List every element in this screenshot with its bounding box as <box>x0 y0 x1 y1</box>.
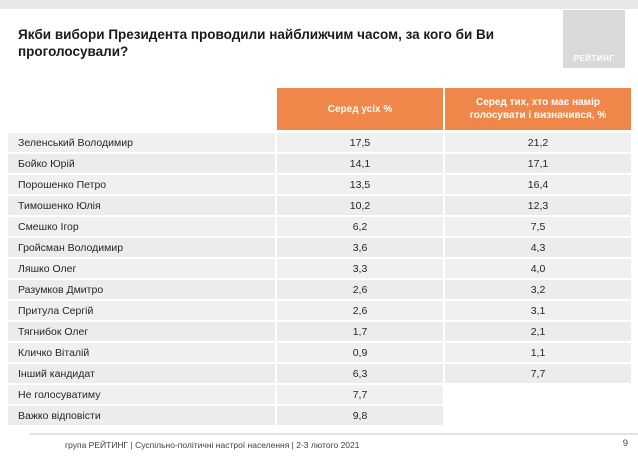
among-decided-value-cell: 4,3 <box>445 238 631 257</box>
among-all-value-cell: 0,9 <box>277 343 443 362</box>
candidate-name-cell: Гройсман Володимир <box>8 238 275 257</box>
among-decided-value-cell: 17,1 <box>445 154 631 173</box>
among-decided-value-cell: 4,0 <box>445 259 631 278</box>
table-row <box>8 322 631 341</box>
table-header <box>8 88 631 130</box>
table-row <box>8 280 631 299</box>
table-row <box>8 238 631 257</box>
among-all-value-cell: 2,6 <box>277 280 443 299</box>
candidate-name-cell: Інший кандидат <box>8 364 275 383</box>
table-body <box>8 133 631 425</box>
header-cell-empty <box>8 88 275 130</box>
candidate-name-cell: Ляшко Олег <box>8 259 275 278</box>
table-row <box>8 406 631 425</box>
among-decided-value-cell: 3,2 <box>445 280 631 299</box>
table-row <box>8 196 631 215</box>
table-row <box>8 364 631 383</box>
rating-logo-text: РЕЙТИНГ <box>573 54 615 63</box>
table-row <box>8 385 631 404</box>
among-decided-value-cell: 7,7 <box>445 364 631 383</box>
candidate-name-cell: Порошенко Петро <box>8 175 275 194</box>
candidate-name-cell: Тимошенко Юлія <box>8 196 275 215</box>
table-row <box>8 154 631 173</box>
footer-divider <box>30 433 638 435</box>
table-row <box>8 175 631 194</box>
header-cell-among-all: Серед усіх % <box>277 88 443 130</box>
table-row <box>8 301 631 320</box>
candidate-name-cell: Кличко Віталій <box>8 343 275 362</box>
among-all-value-cell: 17,5 <box>277 133 443 152</box>
poll-results-table <box>8 88 631 427</box>
among-all-value-cell: 14,1 <box>277 154 443 173</box>
among-all-value-cell: 9,8 <box>277 406 443 425</box>
candidate-name-cell: Притула Сергій <box>8 301 275 320</box>
candidate-name-cell: Тягнибок Олег <box>8 322 275 341</box>
header-cell-among-decided: Серед тих, хто має намір голосувати і визначився, % <box>445 88 631 130</box>
among-all-value-cell: 13,5 <box>277 175 443 194</box>
table-row <box>8 217 631 236</box>
among-decided-value-cell <box>445 406 631 425</box>
among-all-value-cell: 3,3 <box>277 259 443 278</box>
page-title: Якби вибори Президента проводили найближчим часом, за кого би Ви проголосували? <box>18 27 495 59</box>
table-row <box>8 259 631 278</box>
among-all-value-cell: 7,7 <box>277 385 443 404</box>
page-number: 9 <box>622 438 628 449</box>
table-row <box>8 343 631 362</box>
among-decided-value-cell <box>445 385 631 404</box>
top-strip <box>0 0 638 9</box>
among-all-value-cell: 2,6 <box>277 301 443 320</box>
among-decided-value-cell: 16,4 <box>445 175 631 194</box>
among-all-value-cell: 10,2 <box>277 196 443 215</box>
candidate-name-cell: Важко відповісти <box>8 406 275 425</box>
among-decided-value-cell: 1,1 <box>445 343 631 362</box>
among-all-value-cell: 3,6 <box>277 238 443 257</box>
among-decided-value-cell: 3,1 <box>445 301 631 320</box>
candidate-name-cell: Не голосуватиму <box>8 385 275 404</box>
among-all-value-cell: 6,3 <box>277 364 443 383</box>
candidate-name-cell: Бойко Юрій <box>8 154 275 173</box>
table-row <box>8 133 631 152</box>
footer-caption: група РЕЙТИНГ | Суспільно-політичні настрої населення | 2-3 лютого 2021 <box>65 440 360 450</box>
candidate-name-cell: Смешко Ігор <box>8 217 275 236</box>
among-decided-value-cell: 2,1 <box>445 322 631 341</box>
candidate-name-cell: Разумков Дмитро <box>8 280 275 299</box>
among-decided-value-cell: 12,3 <box>445 196 631 215</box>
rating-group-logo <box>563 10 625 68</box>
among-all-value-cell: 6,2 <box>277 217 443 236</box>
among-decided-value-cell: 7,5 <box>445 217 631 236</box>
among-decided-value-cell: 21,2 <box>445 133 631 152</box>
candidate-name-cell: Зеленський Володимир <box>8 133 275 152</box>
among-all-value-cell: 1,7 <box>277 322 443 341</box>
